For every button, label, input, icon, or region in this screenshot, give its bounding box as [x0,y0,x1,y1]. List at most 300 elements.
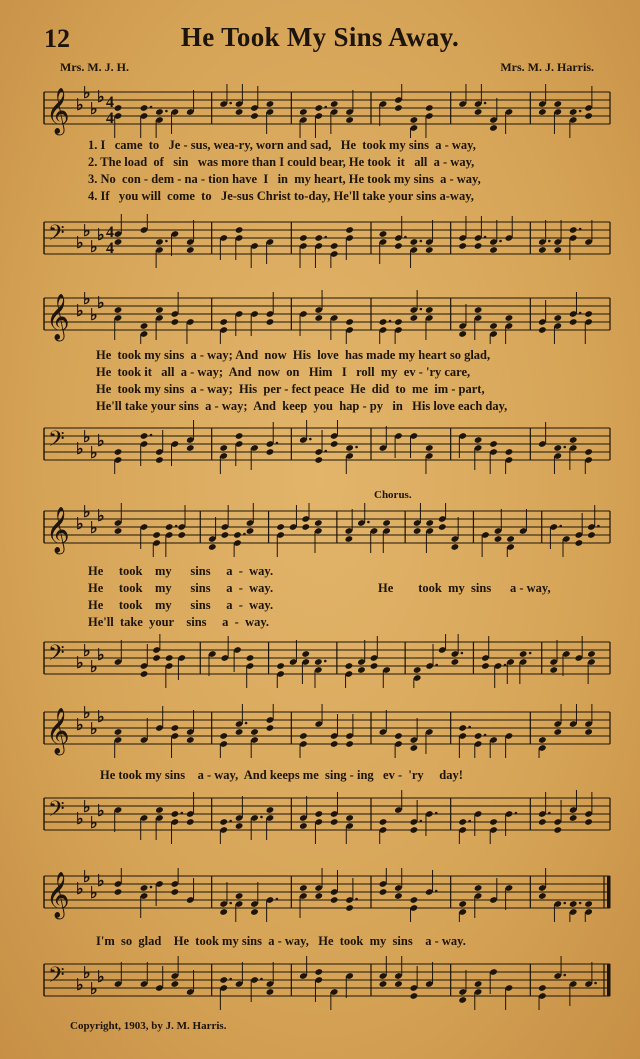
hymn-title: He Took My Sins Away. [180,22,460,52]
lyric-line: 4. If you will come to Je-sus Christ to-day, He'll take your sins a-way, [88,189,474,203]
note-head [114,728,123,736]
dot-mark [484,102,487,105]
note-head [474,980,483,988]
note-head [186,246,195,254]
flat-icon: ♭ [76,441,84,458]
flat-icon: ♭ [90,101,98,118]
note-head [474,242,483,250]
note-head [276,523,285,531]
dot-mark [324,236,327,239]
chorus-lyric-line: He took my sins a - way, [378,581,551,595]
treble-staff-5 [40,868,614,922]
dot-mark [515,812,518,815]
dot-mark [165,240,168,243]
flat-icon: ♭ [83,799,91,816]
flat-icon: ♭ [76,717,84,734]
note-head [587,650,596,658]
note-head [114,238,123,246]
note-head [458,900,467,908]
flat-icon: ♭ [97,709,105,726]
flat-icon: ♭ [97,873,105,890]
flat-icon: ♭ [76,97,84,114]
note-head [538,326,547,334]
note-head [394,892,403,900]
note-head [330,440,339,448]
flat-icon: ♭ [83,429,91,446]
note-head [186,818,195,826]
note-head [235,822,244,830]
dot-mark [243,533,246,536]
note-head [219,908,228,916]
note-head [538,892,547,900]
note-head [140,322,149,330]
treble-staff-1 [40,84,614,138]
note-head [330,100,339,108]
flat-icon: ♭ [76,235,84,252]
note-head [553,444,562,452]
dot-mark [420,308,423,311]
treble-clef-icon: 𝄞 [46,88,70,133]
dot-mark [548,240,551,243]
note-head [438,523,447,531]
note-head [330,740,339,748]
note-head [379,318,388,326]
note-head [569,900,578,908]
note-head [569,226,578,234]
note-head [410,744,419,752]
dot-mark [324,450,327,453]
note-head [250,728,259,736]
time-signature-bottom: 4 [106,110,114,127]
note-head [221,531,230,539]
note-head [538,108,547,116]
note-head [413,666,422,674]
note-head [235,108,244,116]
note-head [489,322,498,330]
note-head [171,888,180,896]
note-head [155,456,164,464]
note-head [549,666,558,674]
note-head [246,654,255,662]
dot-mark [435,890,438,893]
dot-mark [563,446,566,449]
note-head [458,996,467,1004]
note-head [410,896,419,904]
dot-mark [355,898,358,901]
note-head [410,238,419,246]
note-head [299,822,308,830]
note-head [394,104,403,112]
dot-mark [229,820,232,823]
note-head [266,988,275,996]
note-head [489,818,498,826]
dot-mark [175,525,178,528]
dot-mark [529,652,532,655]
note-head [299,234,308,242]
note-head [474,436,483,444]
dot-mark [389,320,392,323]
dot-mark [309,438,312,441]
dot-mark [276,898,279,901]
note-head [314,314,323,322]
note-head [345,662,354,670]
note-head [538,736,547,744]
note-head [425,246,434,254]
flat-icon: ♭ [90,885,98,902]
note-head [345,904,354,912]
dot-mark [435,664,438,667]
flat-icon: ♭ [97,803,105,820]
dot-mark [499,240,502,243]
lyric-line: He took my sins a - way. [88,598,274,612]
note-head [474,732,483,740]
dot-mark [597,525,600,528]
flat-icon: ♭ [83,869,91,886]
note-head [235,226,244,234]
flat-icon: ♭ [83,965,91,982]
dot-mark [181,812,184,815]
note-head [235,892,244,900]
note-head [394,732,403,740]
treble-clef-icon: 𝄞 [46,507,70,552]
note-head [171,318,180,326]
note-head [379,230,388,238]
time-signature-top: 4 [106,224,114,241]
note-head [481,662,490,670]
flat-icon: ♭ [97,433,105,450]
note-head [553,100,562,108]
note-head [553,826,562,834]
final-bar-line [607,876,611,908]
note-head [330,242,339,250]
note-head [314,968,323,976]
flat-icon: ♭ [83,291,91,308]
note-head [569,318,578,326]
note-head [505,314,514,322]
note-head [165,523,174,531]
note-head [458,818,467,826]
note-head [140,432,149,440]
note-head [114,104,123,112]
note-head [458,242,467,250]
dot-mark [484,236,487,239]
flat-icon: ♭ [83,85,91,102]
bass-clef-icon: 𝄢 [48,641,65,670]
flat-icon: ♭ [76,516,84,533]
note-head [553,728,562,736]
lyric-line: He took my sins a - way; His per - fect peace He did to me im - part, [96,382,485,396]
flat-icon: ♭ [97,89,105,106]
dot-mark [504,664,507,667]
note-head [345,814,354,822]
note-head [505,448,514,456]
note-head [451,658,460,666]
note-head [219,818,228,826]
dot-mark [563,974,566,977]
note-head [314,234,323,242]
note-head [458,330,467,338]
chorus-label: Chorus. [374,489,412,501]
note-head [569,436,578,444]
note-head [219,444,228,452]
note-head [114,448,123,456]
note-head [489,246,498,254]
lyric-line: 1. I came to Je - sus, wea-ry, worn and sad, He took my sins a - way, [88,138,476,152]
flat-icon: ♭ [97,295,105,312]
note-head [379,818,388,826]
note-head [584,728,593,736]
note-head [266,806,275,814]
note-head [425,519,434,527]
bass-staff-3 [40,634,614,688]
note-head [345,444,354,452]
bass-clef-icon: 𝄢 [48,221,65,250]
dot-mark [260,816,263,819]
dot-mark [150,434,153,437]
dot-mark [468,726,471,729]
flat-icon: ♭ [90,520,98,537]
dot-mark [367,521,370,524]
flat-icon: ♭ [76,977,84,994]
note-head [345,535,354,543]
note-head [114,527,123,535]
note-head [379,980,388,988]
note-head [314,892,323,900]
note-head [569,108,578,116]
note-head [235,728,244,736]
note-head [489,124,498,132]
dot-mark [461,652,464,655]
dot-mark [404,236,407,239]
note-head [584,310,593,318]
flat-icon: ♭ [76,655,84,672]
dot-mark [548,812,551,815]
note-head [345,116,354,124]
note-head [314,519,323,527]
note-head [314,810,323,818]
lyric-line: He took my sins a - way; And now His love has made my heart so glad, [96,348,491,362]
note-head [575,539,584,547]
note-head [410,116,419,124]
note-head [425,306,434,314]
flat-icon: ♭ [97,227,105,244]
dot-mark [276,442,279,445]
note-head [357,666,366,674]
dot-mark [579,312,582,315]
note-head [177,531,186,539]
flat-icon: ♭ [76,881,84,898]
dot-mark [559,525,562,528]
note-head [553,314,562,322]
flat-icon: ♭ [90,307,98,324]
page-number: 12 [44,24,70,53]
note-head [382,519,391,527]
note-head [330,896,339,904]
flat-icon: ♭ [83,504,91,521]
note-head [458,724,467,732]
note-head [506,535,515,543]
note-head [379,888,388,896]
note-head [474,884,483,892]
note-head [410,826,419,834]
copyright-notice: Copyright, 1903, by J. M. Harris. [70,1020,227,1032]
dot-mark [260,978,263,981]
treble-staff-2 [40,290,614,344]
bass-clef-icon: 𝄢 [48,427,65,456]
note-head [410,992,419,1000]
note-head [155,806,164,814]
note-head [266,100,275,108]
note-head [538,818,547,826]
dot-mark [594,982,597,985]
note-head [413,527,422,535]
note-head [538,246,547,254]
dot-mark [435,812,438,815]
note-head [171,724,180,732]
note-head [219,976,228,984]
time-signature-top: 4 [106,94,114,111]
flat-icon: ♭ [90,659,98,676]
note-head [114,306,123,314]
note-head [425,444,434,452]
note-head [474,306,483,314]
dot-mark [420,240,423,243]
note-head [584,112,593,120]
note-head [314,658,323,666]
dot-mark [484,734,487,737]
flat-icon: ♭ [76,811,84,828]
note-head [519,650,528,658]
note-head [489,440,498,448]
bass-staff-1 [40,214,614,268]
dot-mark [324,106,327,109]
flat-icon: ♭ [90,981,98,998]
note-head [250,112,259,120]
bass-staff-5 [40,956,614,1010]
bass-staff-4 [40,790,614,844]
note-head [140,104,149,112]
lyric-line: He'll take your sins a - way; And keep you hap - py in His love each day, [96,399,508,413]
dot-mark [579,902,582,905]
dot-mark [579,228,582,231]
note-head [219,732,228,740]
note-head [186,736,195,744]
note-head [233,531,242,539]
dot-mark [355,446,358,449]
dot-mark [245,722,248,725]
note-head [584,448,593,456]
dot-mark [229,902,232,905]
note-head [235,432,244,440]
flat-icon: ♭ [83,643,91,660]
note-head [330,818,339,826]
note-head [140,670,149,678]
lyric-line: He took it all a - way; And now on Him I roll my ev - 'ry care, [96,365,471,379]
flat-icon: ♭ [76,303,84,320]
lyric-line: He'll take your sins a - way. [88,615,270,629]
lyric-line: 2. The load of sin was more than I could bear, He took it all a - way, [88,155,475,169]
flat-icon: ♭ [90,815,98,832]
lyric-line: He took my sins a - way, And keeps me sing - ing ev - 'ry day! [100,768,463,782]
flat-icon: ♭ [97,647,105,664]
flat-icon: ♭ [83,705,91,722]
note-head [266,448,275,456]
note-head [538,984,547,992]
lyric-line: I'm so glad He took my sins a - way, He took my sins a - way. [96,934,466,948]
flat-icon: ♭ [90,721,98,738]
note-head [314,104,323,112]
note-head [276,662,285,670]
note-head [250,908,259,916]
note-head [152,654,161,662]
flat-icon: ♭ [90,445,98,462]
note-head [394,318,403,326]
dot-mark [229,102,232,105]
final-bar-line [607,964,611,996]
note-head [266,318,275,326]
note-head [155,238,164,246]
note-head [266,724,275,732]
note-head [171,810,180,818]
lyric-line: 3. No con - dem - na - tion have I in my heart, He took my sins a - way, [88,172,481,186]
note-head [246,527,255,535]
note-head [394,980,403,988]
note-head [155,108,164,116]
dot-mark [229,978,232,981]
treble-clef-icon: 𝄞 [46,294,70,339]
note-head [494,535,503,543]
note-head [410,314,419,322]
note-head [301,523,310,531]
dot-mark [165,110,168,113]
note-head [171,980,180,988]
note-head [299,108,308,116]
note-head [425,104,434,112]
note-head [186,444,195,452]
note-head [345,226,354,234]
note-head [345,318,354,326]
note-head [584,818,593,826]
dot-mark [324,660,327,663]
note-head [208,543,217,551]
note-head [152,531,161,539]
note-head [587,531,596,539]
lyric-line: He took my sins a - way. [88,581,274,595]
composer-credit: Mrs. M. J. Harris. [500,60,594,74]
flat-icon: ♭ [97,969,105,986]
note-head [299,884,308,892]
note-head [569,814,578,822]
bass-clef-icon: 𝄢 [48,797,65,826]
note-head [314,456,323,464]
dot-mark [468,820,471,823]
bass-clef-icon: 𝄢 [48,963,65,992]
note-head [301,650,310,658]
treble-clef-icon: 𝄞 [46,872,70,917]
note-head [553,246,562,254]
note-head [394,242,403,250]
note-head [140,884,149,892]
dot-mark [150,106,153,109]
treble-staff-4 [40,704,614,758]
note-head [584,900,593,908]
note-head [345,740,354,748]
lyric-line: He took my sins a - way. [88,564,274,578]
flat-icon: ♭ [90,239,98,256]
time-signature-bottom: 4 [106,240,114,257]
lyricist-credit: Mrs. M. J. H. [60,60,129,74]
note-head [219,318,228,326]
